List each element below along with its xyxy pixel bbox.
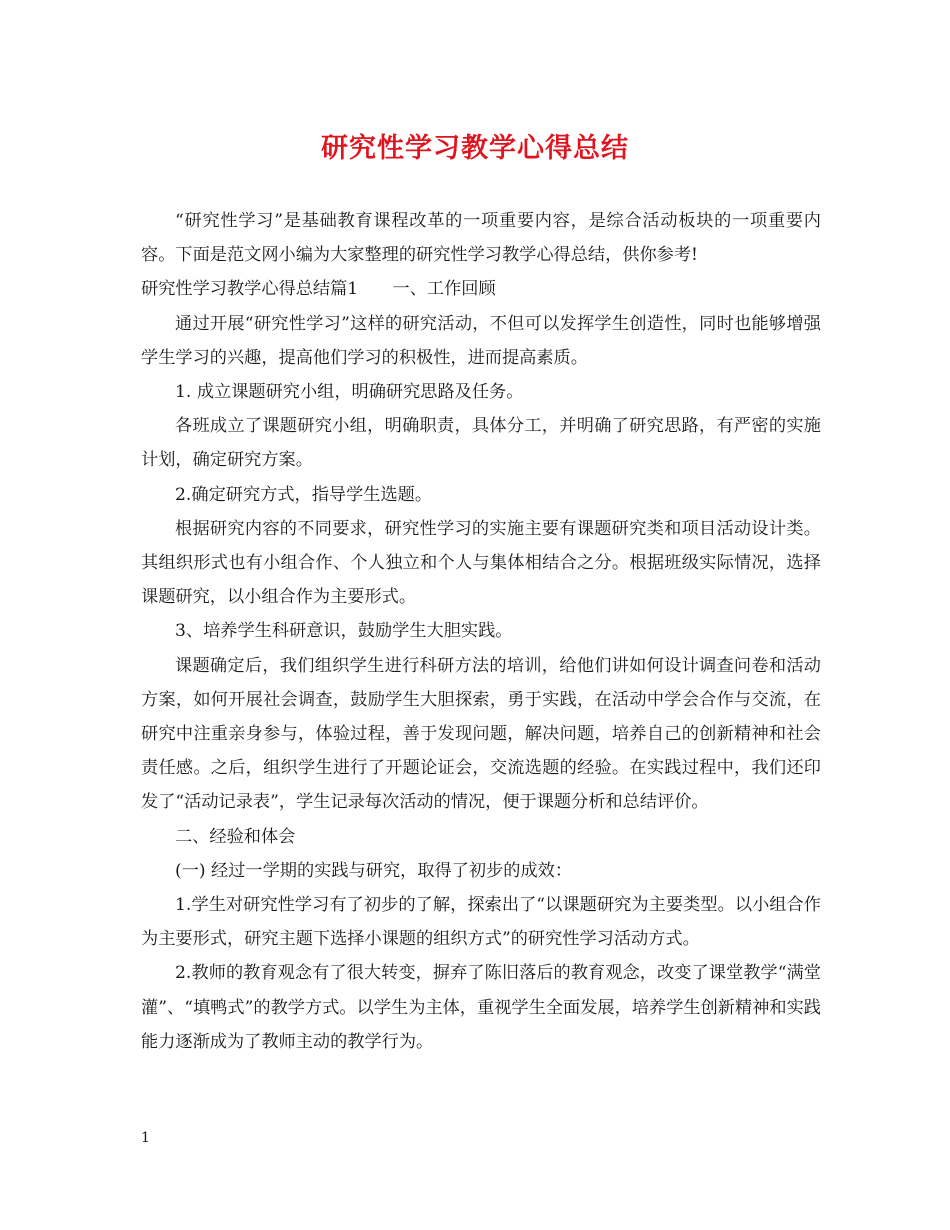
subsection-heading: (一) 经过一学期的实践与研究，取得了初步的成效： xyxy=(175,860,573,881)
list-item-heading: 2.确定研究方式，指导学生选题。 xyxy=(175,484,433,505)
list-item-heading: 1. 成立课题研究小组，明确研究思路及任务。 xyxy=(175,382,524,403)
intro-paragraph: “研究性学习”是基础教育课程改革的一项重要内容，是综合活动板块的一项重要内容。下面是范文网小编为大家整理的研究性学习教学心得总结，供你参考! xyxy=(141,211,821,266)
document-body xyxy=(141,204,821,1059)
paragraph: 1.学生对研究性学习有了初步的了解，探索出了“以课题研究为主要类型。以小组合作为主要形式，研究主题下选择小课题的组织方式”的研究性学习活动方式。 xyxy=(141,895,821,950)
list-item-heading: 3、培养学生科研意识，鼓励学生大胆实践。 xyxy=(175,621,513,642)
paragraph: 通过开展“研究性学习”这样的研究活动，不但可以发挥学生创造性，同时也能够增强学生学习的兴趣，提高他们学习的积极性，进而提高素质。 xyxy=(141,313,821,368)
section-heading: 二、经验和体会 xyxy=(175,826,296,847)
paragraph: 各班成立了课题研究小组，明确职责，具体分工，并明确了研究思路，有严密的实施计划，确定研究方案。 xyxy=(141,416,821,471)
paragraph: 2.教师的教育观念有了很大转变，摒弃了陈旧落后的教育观念，改变了课堂教学“满堂灌”、“填鸭式”的教学方式。以学生为主体，重视学生全面发展，培养学生创新精神和实践能力逐渐成为了教师主动的教学行为。 xyxy=(141,963,821,1052)
section-heading-line: 研究性学习教学心得总结篇1 一、工作回顾 xyxy=(141,279,496,300)
document-title: 研究性学习教学心得总结 xyxy=(321,133,629,164)
paragraph: 课题确定后，我们组织学生进行科研方法的培训，给他们讲如何设计调查问卷和活动方案，如何开展社会调查，鼓励学生大胆探索，勇于实践，在活动中学会合作与交流，在研究中注重亲身参与，体验过程，善于发现问题，解决问题，培养自己的创新精神和社会责任感。之后，组织学生进行了开题论证会，交流选题的经验。在实践过程中，我们还印发了“活动记录表”，学生记录每次活动的情况，便于课题分析和总结评价。 xyxy=(141,655,821,813)
paragraph: 根据研究内容的不同要求，研究性学习的实施主要有课题研究类和项目活动设计类。其组织形式也有小组合作、个人独立和个人与集体相结合之分。根据班级实际情况，选择课题研究，以小组合作为主要形式。 xyxy=(141,518,821,608)
page-number: 1 xyxy=(141,1130,150,1146)
